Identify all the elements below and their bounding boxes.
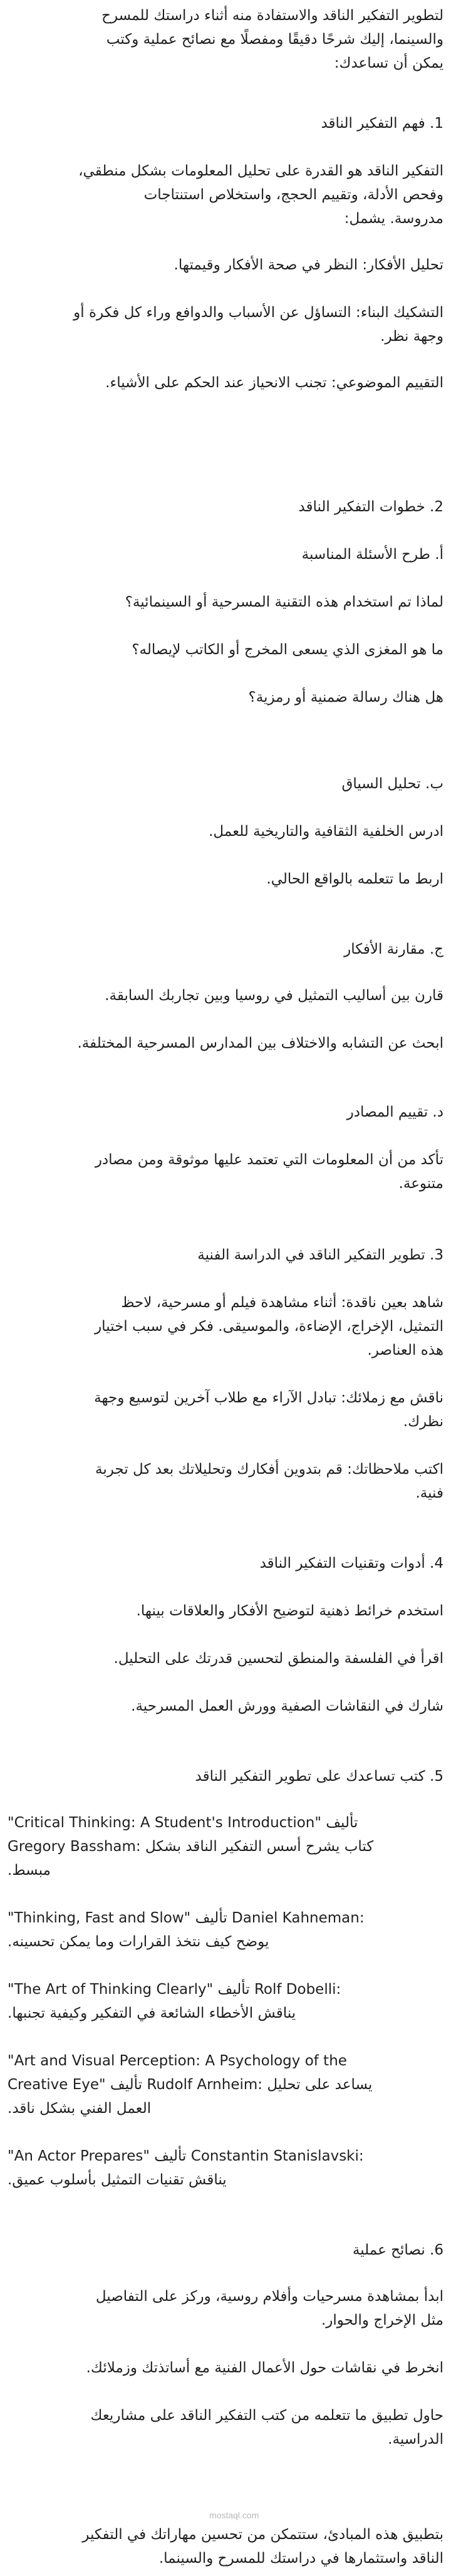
subheading-compare: ج. مقارنة الأفكار <box>344 941 443 957</box>
definition-line-1: التفكير الناقد هو القدرة على تحليل المعلومات بشكل منطقي، <box>78 163 443 179</box>
tip-notes-1: اكتب ملاحظاتك: قم بتدوين أفكارك وتحليلاتك بعد كل تجربة <box>95 1461 443 1478</box>
subheading-questions: أ. طرح الأسئلة المناسبة <box>301 546 443 563</box>
conclusion-line-1: بتطبيق هذه المبادئ، ستتمكن من تحسين مهاراتك في التفكير <box>82 2526 443 2543</box>
section-heading-2: 2. خطوات التفكير الناقد <box>298 499 443 515</box>
book-5-line-2: .يناقش تقنيات التمثيل بأسلوب عميق <box>8 2172 227 2188</box>
book-4-line-2: Creative Eye" تأليف Rudolf Arnheim: يساعد على تحليل <box>8 2077 373 2093</box>
book-3-line-1: "The Art of Thinking Clearly" تأليف Rolf Dobelli: <box>8 1981 341 1998</box>
practical-tip-3-line-2: الدراسية. <box>388 2431 443 2448</box>
practical-tip-3-line-1: حاول تطبيق ما تتعلمه من كتب التفكير الناقد على مشاريعك <box>90 2407 443 2424</box>
tool-mindmap: استخدم خرائط ذهنية لتوضيح الأفكار والعلاقات بينها. <box>136 1603 443 1619</box>
bullet-objective: التقييم الموضوعي: تجنب الانحياز عند الحكم على الأشياء. <box>105 375 443 391</box>
bullet-skepticism-2: وجهة نظر. <box>380 328 443 345</box>
tool-workshops: شارك في النقاشات الصفية وورش العمل المسرحية. <box>131 1698 443 1714</box>
intro-line-1: لتطوير التفكير الناقد والاستفادة منه أثناء دراستك للمسرح <box>101 8 443 24</box>
book-1-line-3: .مبسط <box>8 1862 51 1879</box>
book-1-line-1: "Critical Thinking: A Student's Introduction" تأليف <box>8 1815 358 1831</box>
compare-1: قارن بين أساليب التمثيل في روسيا وبين تجاربك السابقة. <box>105 988 443 1004</box>
book-4-line-1: "Art and Visual Perception: A Psychology of the <box>8 2053 347 2069</box>
tip-discuss-2: نظرك. <box>403 1414 443 1430</box>
question-3: هل هناك رسالة ضمنية أو رمزية؟ <box>248 689 443 706</box>
book-2-line-2: .يوضح كيف نتخذ القرارات وما يمكن تحسينه <box>8 1934 269 1950</box>
bullet-skepticism-1: التشكيك البناء: التساؤل عن الأسباب والدوافع وراء كل فكرة أو <box>73 305 443 321</box>
tip-watch-3: هذه العناصر. <box>367 1342 443 1358</box>
intro-line-3: يمكن أن تساعدك: <box>334 55 443 71</box>
book-3-line-2: .يناقش الأخطاء الشائعة في التفكير وكيفية تجنبها <box>8 2005 296 2021</box>
context-2: اربط ما تتعلمه بالواقع الحالي. <box>266 871 443 887</box>
practical-tip-1-line-1: ابدأ بمشاهدة مسرحيات وأفلام روسية، وركز على التفاصيل <box>95 2288 443 2305</box>
bullet-analysis: تحليل الأفكار: النظر في صحة الأفكار وقيمتها. <box>174 257 443 273</box>
conclusion-line-2: الناقد واستثمارها في دراستك للمسرح والسينما. <box>158 2550 443 2567</box>
section-heading-4: 4. أدوات وتقنيات التفكير الناقد <box>259 1555 443 1572</box>
section-heading-3: 3. تطوير التفكير الناقد في الدراسة الفنية <box>197 1247 443 1263</box>
book-2-line-1: "Thinking, Fast and Slow" تأليف Daniel Kahneman: <box>8 1910 365 1926</box>
tip-watch-2: التمثيل، الإخراج، الإضاءة، والموسيقى. فكر في سبب اختيار <box>95 1318 443 1335</box>
subheading-sources: د. تقييم المصادر <box>346 1104 443 1120</box>
tip-discuss-1: ناقش مع زملائك: تبادل الآراء مع طلاب آخرين لتوسيع وجهة <box>94 1390 443 1406</box>
section-heading-6: 6. نصائح عملية <box>352 2242 443 2258</box>
question-2: ما هو المغزى الذي يسعى المخرج أو الكاتب لإيصاله؟ <box>132 642 443 658</box>
sources-2: متنوعة. <box>398 1176 443 1192</box>
watermark: mostaql.com <box>209 2510 259 2520</box>
section-heading-1: 1. فهم التفكير الناقد <box>321 115 443 132</box>
practical-tip-2: انخرط في نقاشات حول الأعمال الفنية مع أساتذتك وزملائك. <box>86 2360 443 2376</box>
tip-notes-2: فنية. <box>415 1485 443 1501</box>
compare-2: ابحث عن التشابه والاختلاف بين المدارس المسرحية المختلفة. <box>77 1035 443 1051</box>
book-5-line-1: "An Actor Prepares" تأليف Constantin Stanislavski: <box>8 2148 364 2164</box>
definition-line-2: وفحص الأدلة، وتقييم الحجج، واستخلاص استنتاجات <box>143 187 443 203</box>
question-1: لماذا تم استخدام هذه التقنية المسرحية أو السينمائية؟ <box>125 594 443 610</box>
tip-watch-1: شاهد بعين ناقدة: أثناء مشاهدة فيلم أو مسرحية، لاحظ <box>121 1295 443 1311</box>
section-heading-5: 5. كتب تساعدك على تطوير التفكير الناقد <box>195 1768 443 1785</box>
sources-1: تأكد من أن المعلومات التي تعتمد عليها موثوقة ومن مصادر <box>95 1152 443 1168</box>
tool-philosophy: اقرأ في الفلسفة والمنطق لتحسين قدرتك على التحليل. <box>113 1650 443 1667</box>
book-4-line-3: .العمل الفني بشكل ناقد <box>8 2100 152 2117</box>
definition-line-3: مدروسة. يشمل: <box>344 211 443 227</box>
context-1: ادرس الخلفية الثقافية والتاريخية للعمل. <box>209 823 443 840</box>
intro-line-2: والسينما، إليك شرحًا دقيقًا ومفصلًا مع نصائح عملية وكتب <box>106 31 443 48</box>
book-1-line-2: Gregory Bassham: كتاب يشرح أسس التفكير الناقد بشكل <box>8 1838 374 1855</box>
practical-tip-1-line-2: مثل الإخراج والحوار. <box>321 2312 443 2328</box>
subheading-context: ب. تحليل السياق <box>341 776 443 792</box>
